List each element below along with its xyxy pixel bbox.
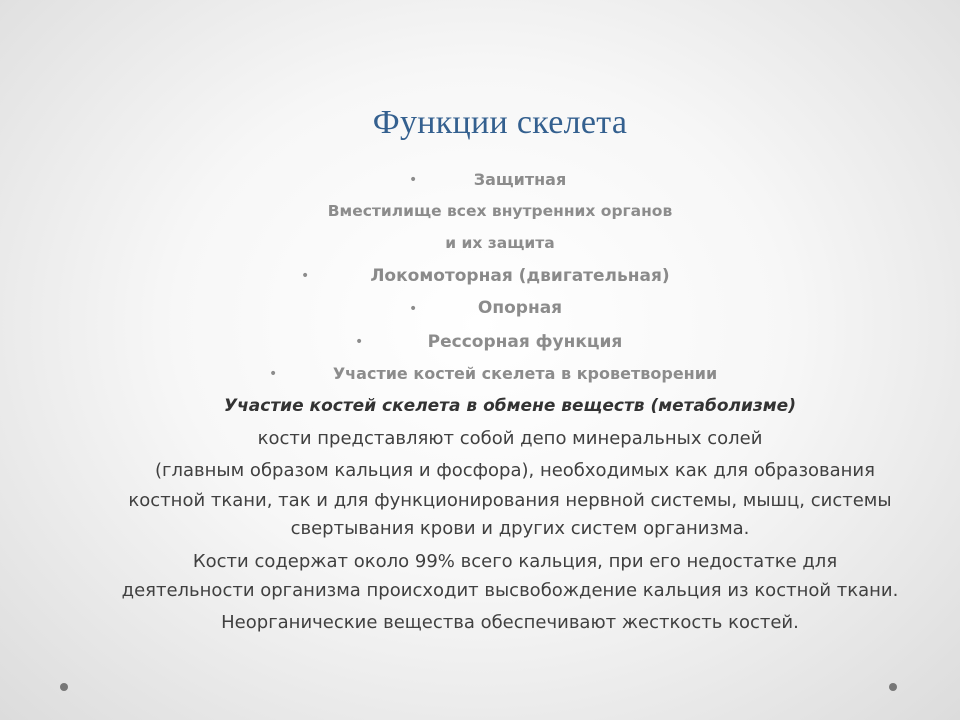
corner-dot-decoration [889,683,897,691]
bullet-icon: • [409,301,418,317]
bullet-icon: • [409,172,418,188]
paragraph-line: костной ткани, так и для функционирования нервной системы, мышц, системы [128,490,892,511]
paragraph-line: свертывания крови и других систем организма. [290,518,750,539]
paragraph-line: (главным образом кальция и фосфора), необходимых как для образования [155,460,875,481]
corner-dot-decoration [60,683,68,691]
item-protective: Защитная [473,170,567,189]
paragraph-line: Кости содержат около 99% всего кальция, при его недостатке для [192,551,838,572]
item-protective-desc-1: Вместилище всех внутренних органов [327,202,673,220]
item-support: Опорная [477,298,563,318]
slide-title: Функции скелета [372,104,628,141]
bullet-icon: • [301,268,310,284]
bullet-icon: • [355,334,364,350]
item-spring-function: Рессорная функция [427,332,623,352]
item-hematopoiesis: Участие костей скелета в кроветворении [332,364,718,383]
paragraph-line: Неорганические вещества обеспечивают жесткость костей. [221,612,799,633]
paragraph-line: деятельности организма происходит высвобождение кальция из костной ткани. [121,580,899,601]
bullet-icon: • [269,366,278,382]
item-protective-desc-2: и их защита [445,234,555,252]
paragraph-line: кости представляют собой депо минеральных солей [257,428,763,449]
item-locomotor: Локомоторная (двигательная) [370,266,670,286]
item-metabolism: Участие костей скелета в обмене веществ (метаболизме) [224,396,796,416]
